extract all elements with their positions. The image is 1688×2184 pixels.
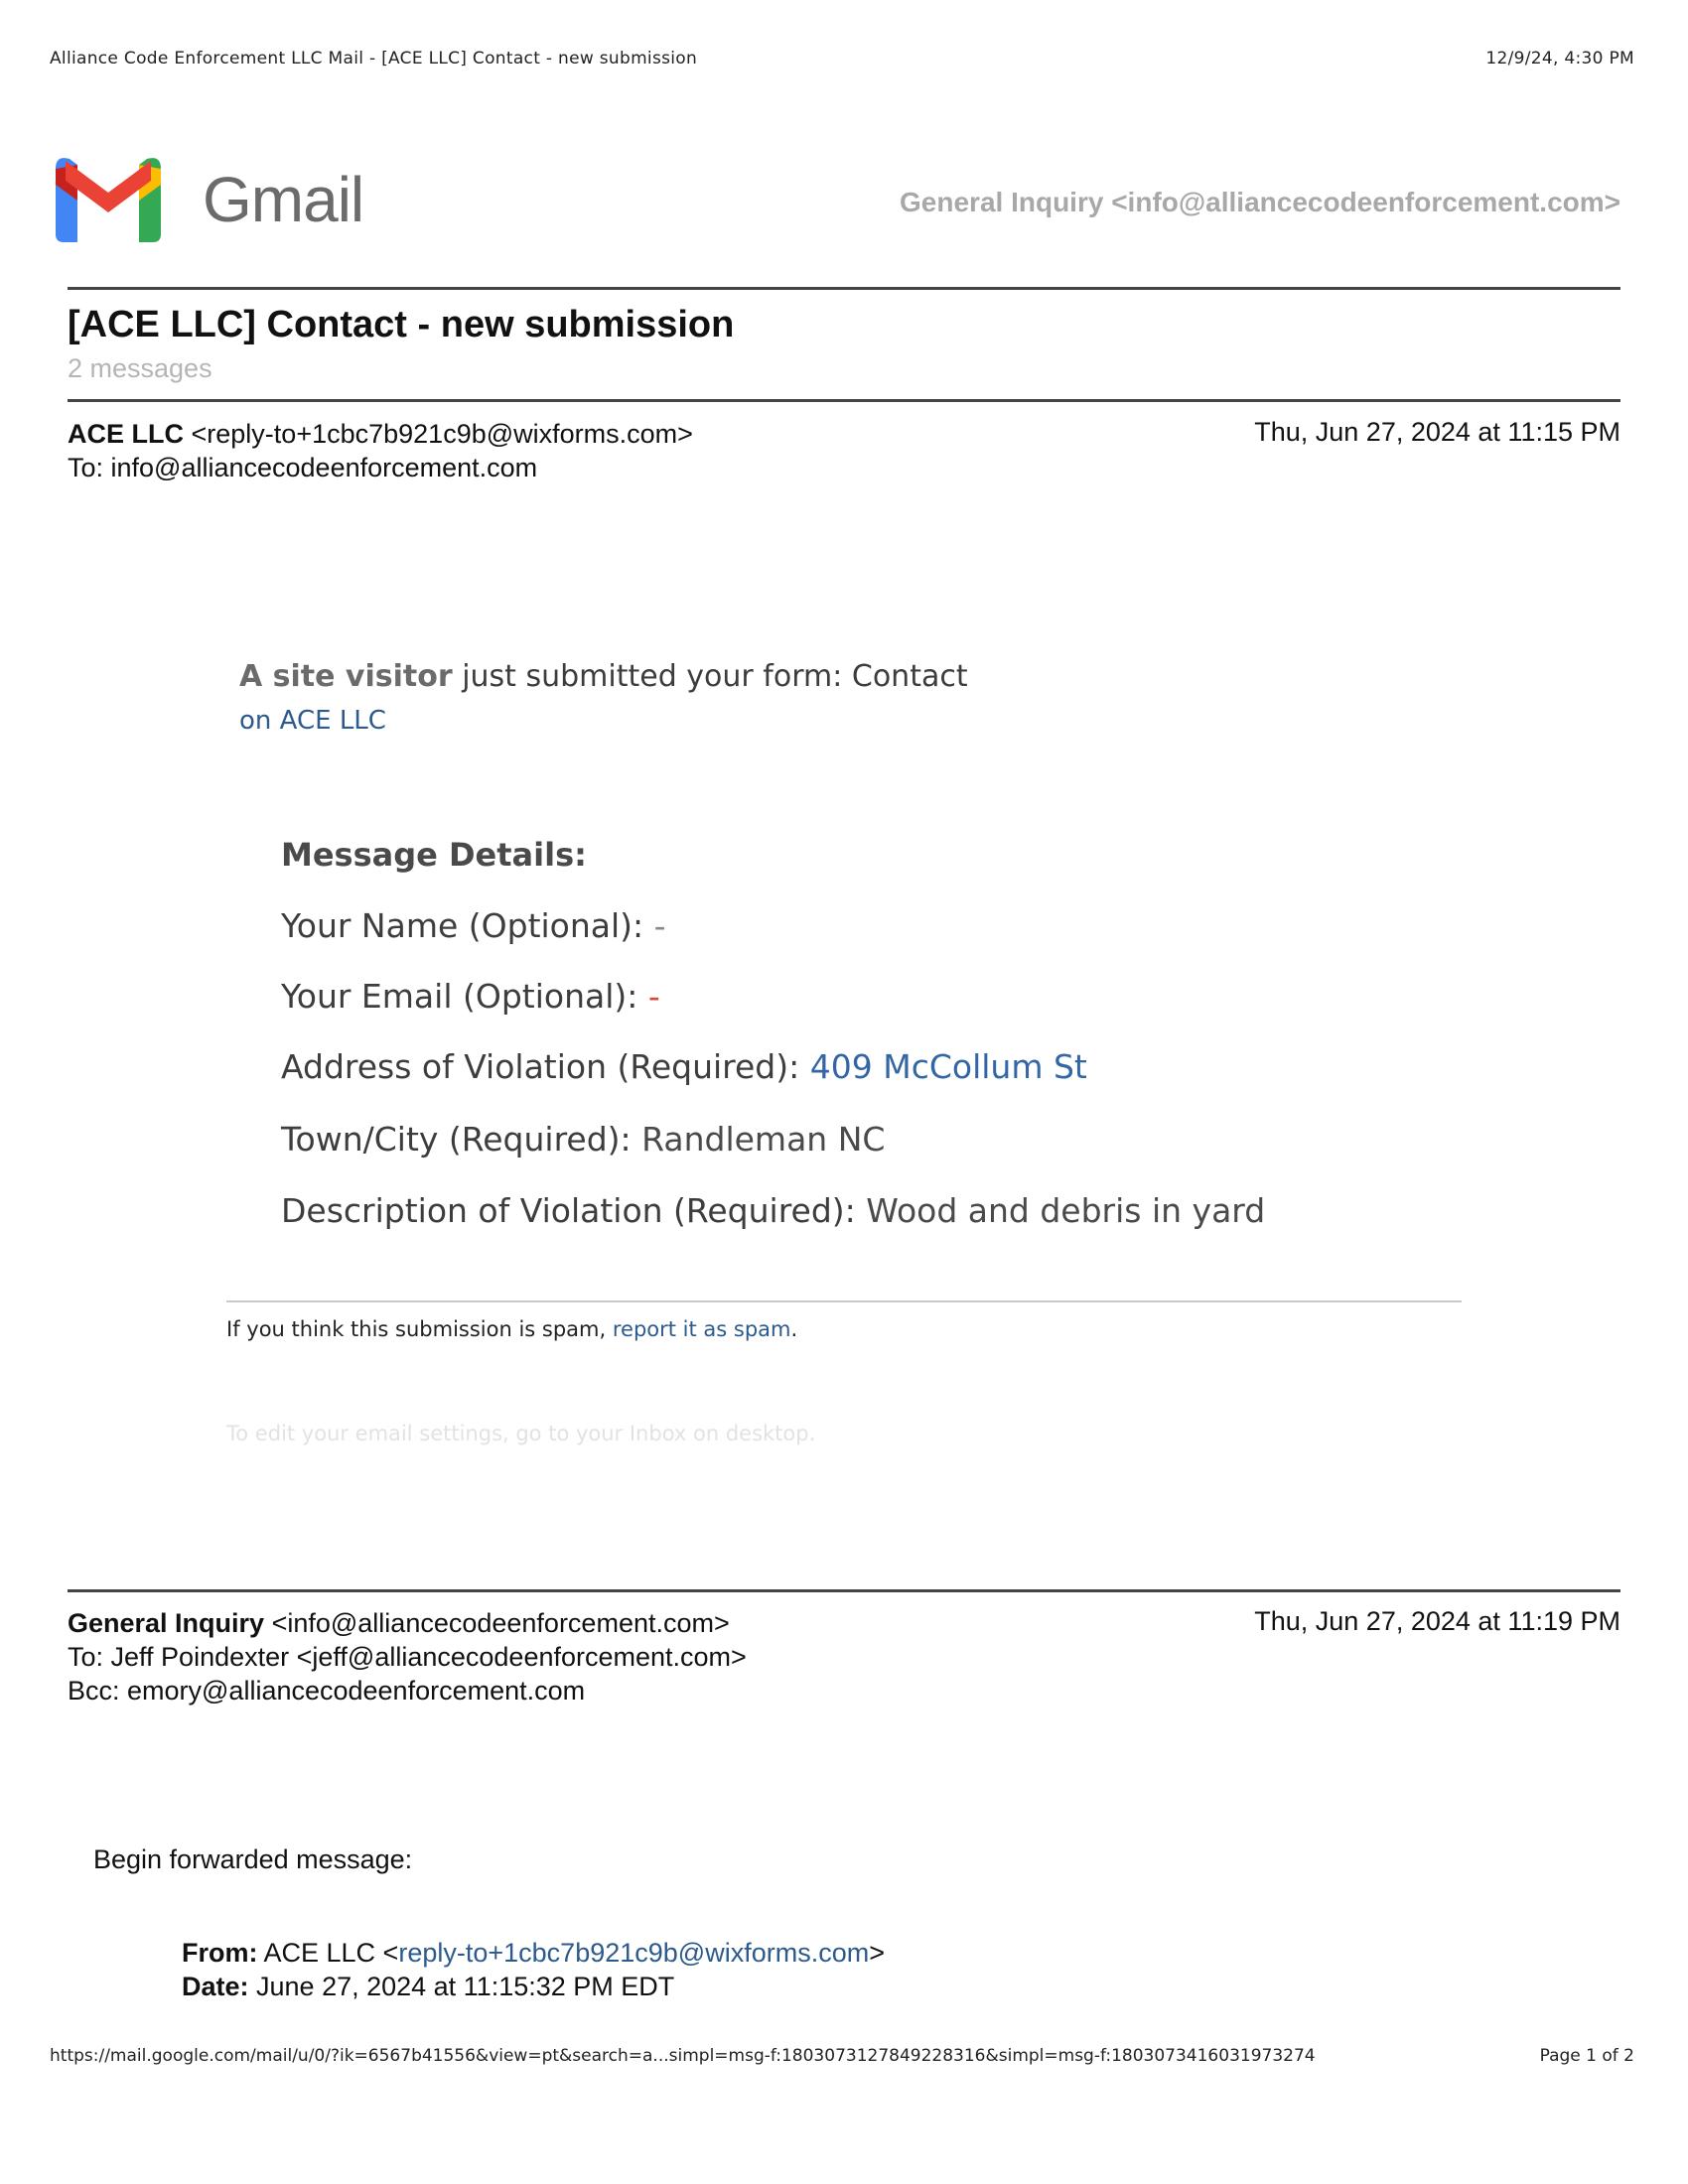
field-your-email — [281, 977, 660, 1016]
message1-to: To: info@alliancecodeenforcement.com — [68, 453, 538, 482]
forward-from-end: > — [869, 1938, 885, 1968]
field-label: Description of Violation (Required): — [281, 1191, 867, 1230]
field-label: Address of Violation (Required): — [281, 1047, 810, 1086]
address-link[interactable]: 409 McCollum St — [809, 1047, 1087, 1086]
intro-rest: just submitted your form: Contact — [452, 659, 968, 694]
forward-from-email-link[interactable]: reply-to+1cbc7b921c9b@wixforms.com — [398, 1938, 870, 1968]
sender-email[interactable]: <info@alliancecodeenforcement.com> — [271, 1608, 730, 1638]
site-link[interactable]: on ACE LLC — [239, 706, 386, 736]
gmail-wordmark: Gmail — [203, 164, 364, 235]
forward-intro: Begin forwarded message: — [93, 1844, 413, 1874]
field-town-city — [281, 1120, 885, 1159]
forward-from-label: From: — [182, 1938, 258, 1968]
field-label: Your Email (Optional): — [281, 977, 648, 1016]
spam-text: If you think this submission is spam, — [226, 1317, 613, 1341]
sender-email[interactable]: <reply-to+1cbc7b921c9b@wixforms.com> — [191, 419, 693, 449]
print-footer-url: https://mail.google.com/mail/u/0/?ik=6567b41556&view=pt&search=a...simpl=msg-f:1803073127849228316&simpl=msg-f:1803073416031973274 — [50, 2046, 1316, 2066]
thread-subject: [ACE LLC] Contact - new submission — [68, 304, 735, 345]
divider — [68, 399, 1620, 402]
message1-from — [68, 417, 693, 451]
sender-name: ACE LLC — [68, 419, 184, 449]
message2-from — [68, 1606, 730, 1640]
message-count: 2 messages — [68, 353, 212, 383]
field-value: - — [647, 977, 660, 1016]
field-label: Your Name (Optional): — [281, 906, 654, 945]
message2-bcc: Bcc: emory@alliancecodeenforcement.com — [68, 1676, 586, 1706]
field-your-name — [281, 906, 666, 945]
forward-date-value: June 27, 2024 at 11:15:32 PM EDT — [248, 1972, 675, 2001]
field-description — [281, 1191, 1265, 1230]
print-header-title: Alliance Code Enforcement LLC Mail - [ACE LLC] Contact - new submission — [50, 49, 698, 68]
field-label: Town/City (Required): — [281, 1120, 642, 1159]
divider — [68, 287, 1620, 290]
details-title: Message Details: — [281, 836, 587, 874]
spam-notice — [226, 1317, 797, 1341]
form-intro — [239, 659, 968, 694]
spam-end: . — [790, 1317, 798, 1341]
field-value: Randleman NC — [641, 1120, 886, 1159]
settings-note: To edit your email settings, go to your Inbox on desktop. — [226, 1422, 816, 1445]
forward-from — [182, 1936, 885, 1970]
divider — [226, 1300, 1462, 1302]
message2-to: To: Jeff Poindexter <jeff@alliancecodeenforcement.com> — [68, 1642, 747, 1672]
print-footer-page: Page 1 of 2 — [1539, 2046, 1634, 2066]
forward-from-name: ACE LLC < — [257, 1938, 399, 1968]
forward-date — [182, 1970, 674, 2003]
message1-date: Thu, Jun 27, 2024 at 11:15 PM — [1254, 417, 1620, 447]
message2-date: Thu, Jun 27, 2024 at 11:19 PM — [1254, 1606, 1620, 1636]
print-header-timestamp: 12/9/24, 4:30 PM — [1485, 49, 1634, 68]
report-spam-link[interactable]: report it as spam — [612, 1317, 791, 1341]
divider — [68, 1589, 1620, 1592]
field-value: - — [653, 906, 666, 945]
sender-name: General Inquiry — [68, 1608, 265, 1638]
intro-bold: A site visitor — [239, 659, 453, 694]
field-value: Wood and debris in yard — [866, 1191, 1266, 1230]
forward-date-label: Date: — [182, 1972, 249, 2001]
gmail-logo-icon — [56, 155, 161, 242]
field-address — [281, 1047, 1087, 1086]
account-address: General Inquiry <info@alliancecodeenforcement.com> — [900, 187, 1620, 217]
